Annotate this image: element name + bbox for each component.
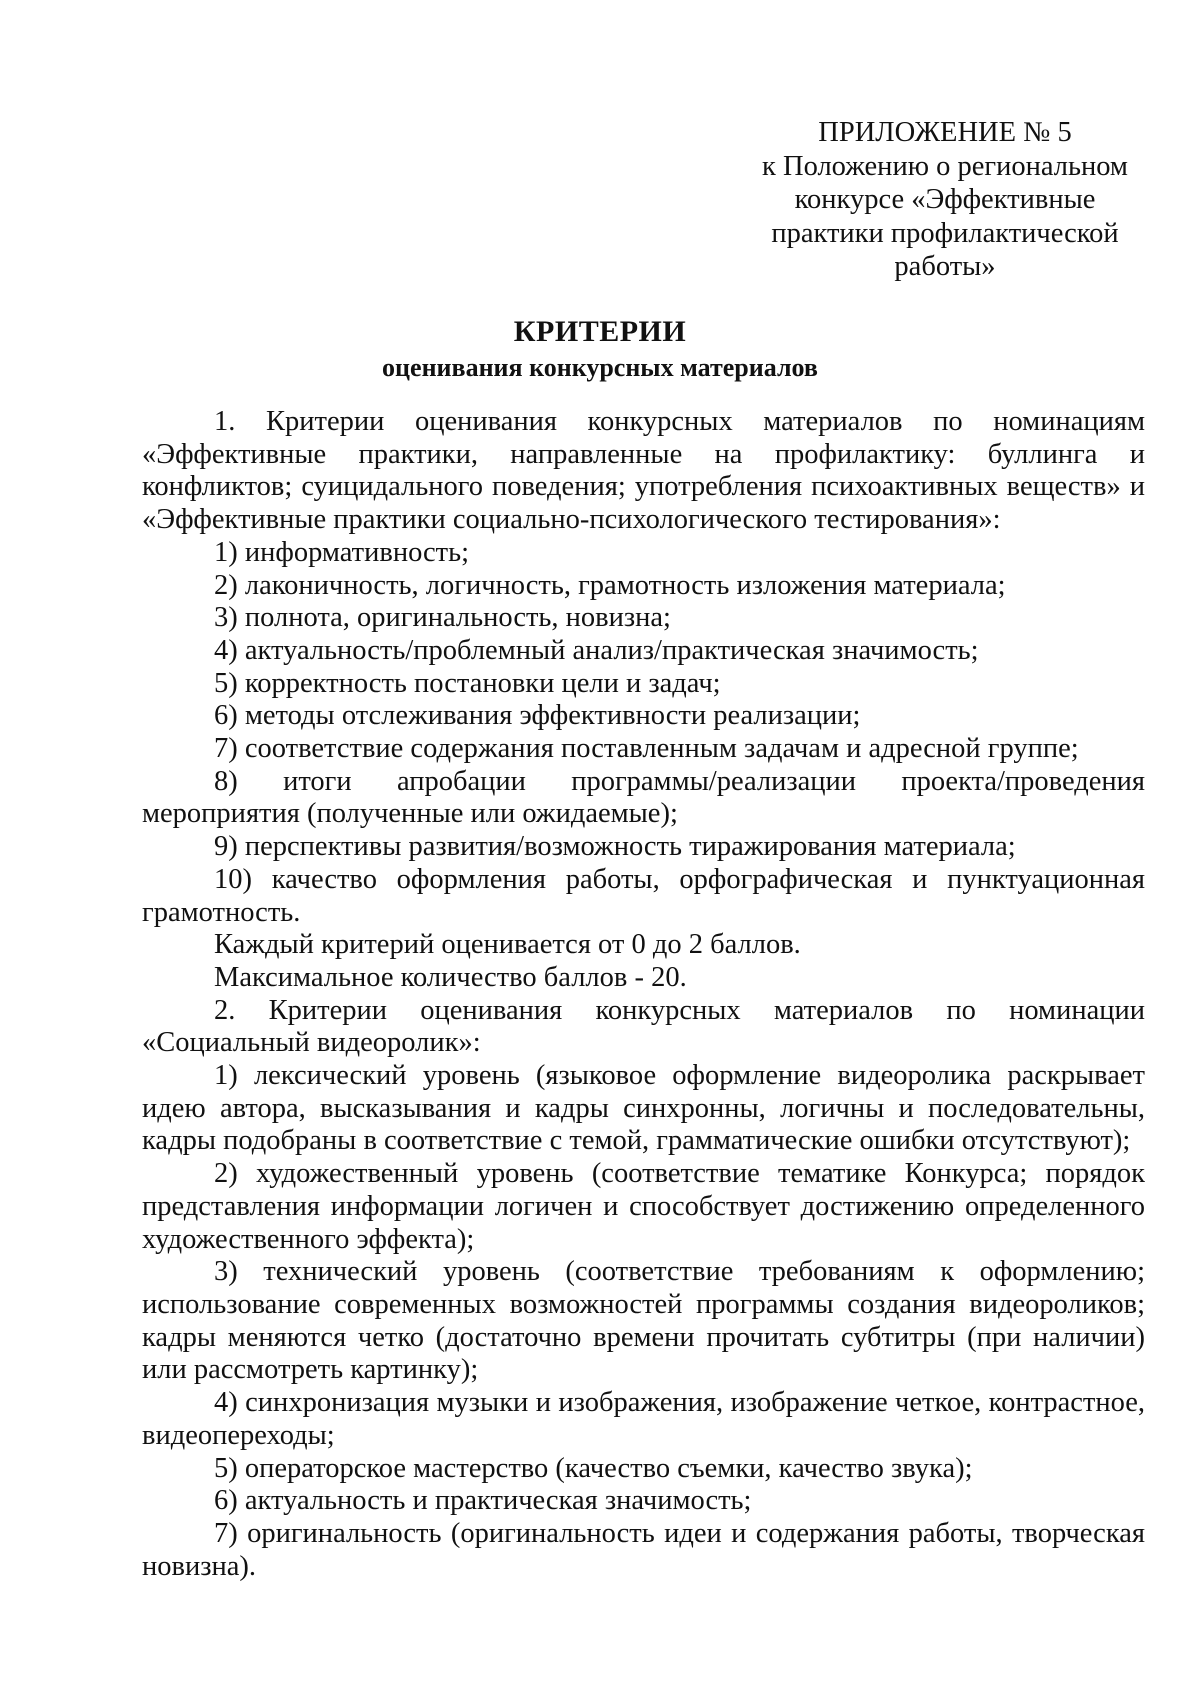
score-each-note: Каждый критерий оценивается от 0 до 2 баллов. [214,929,801,961]
criterion-item: 4) синхронизация музыки и изображения, изображение четкое, контрастное, видеопереходы; [142,1387,1145,1451]
appendix-line: конкурсе «Эффективные [794,184,1096,215]
section-1-intro: 1. Критерии оценивания конкурсных материалов по номинациям «Эффективные практики, направленные на профилактику: буллинга и конфликтов; суицидального поведения; употребления психоактивных веществ» и «Эффективные практики социально-психологического тестирования»: [142,406,1145,536]
appendix-line: к Положению о региональном [762,150,1128,182]
document-title: КРИТЕРИИ [513,315,687,348]
criterion-item: 2) лаконичность, логичность, грамотность изложения материала; [214,569,1006,601]
criterion-item: 5) корректность постановки цели и задач; [214,667,721,699]
criterion-item: 4) актуальность/проблемный анализ/практическая значимость; [214,634,979,666]
appendix-header [745,116,1145,284]
criterion-item: 6) методы отслеживания эффективности реализации; [214,700,861,732]
criterion-item: 7) соответствие содержания поставленным задачам и адресной группе; [214,733,1079,765]
section-2-intro: 2. Критерии оценивания конкурсных материалов по номинации «Социальный видеоролик»: [142,994,1145,1059]
criterion-item: 8) итоги апробации программы/реализации проекта/проведения мероприятия (полученные или ожидаемые); [142,765,1145,830]
criterion-item: 10) качество оформления работы, орфографическая и пунктуационная грамотность. [142,863,1145,928]
criterion-item: 5) операторское мастерство (качество съемки, качество звука); [214,1452,973,1484]
criterion-item: 1) лексический уровень (языковое оформление видеоролика раскрывает идею автора, высказывания и кадры синхронны, логичны и последовательны, кадры подобраны в соответствие с темой, грамматические ошибки отсутствуют); [142,1060,1145,1157]
appendix-line: работы» [894,251,996,282]
appendix-line: практики профилактической [771,217,1119,249]
criterion-item: 2) художественный уровень (соответствие тематике Конкурса; порядок представления информации логичен и способствует достижению определенного художественного эффекта); [142,1158,1145,1255]
criterion-item: 9) перспективы развития/возможность тиражирования материала; [214,831,1016,863]
criterion-item: 7) оригинальность (оригинальность идеи и содержания работы, творческая новизна). [142,1517,1145,1582]
appendix-number: ПРИЛОЖЕНИЕ № 5 [818,117,1072,148]
document-subtitle: оценивания конкурсных материалов [382,353,818,382]
criterion-item: 3) технический уровень (соответствие требованиям к оформлению; использование современных возможностей программы создания видеороликов; кадры меняются четко (достаточно времени прочитать субтитры (при наличии) или рассмотреть картинку); [142,1256,1145,1386]
score-max-note: Максимальное количество баллов - 20. [214,961,687,993]
document-body [142,406,1145,1583]
criterion-item: 6) актуальность и практическая значимость; [214,1485,752,1517]
criterion-item: 3) полнота, оригинальность, новизна; [214,602,671,634]
criterion-item: 1) информативность; [214,536,470,568]
